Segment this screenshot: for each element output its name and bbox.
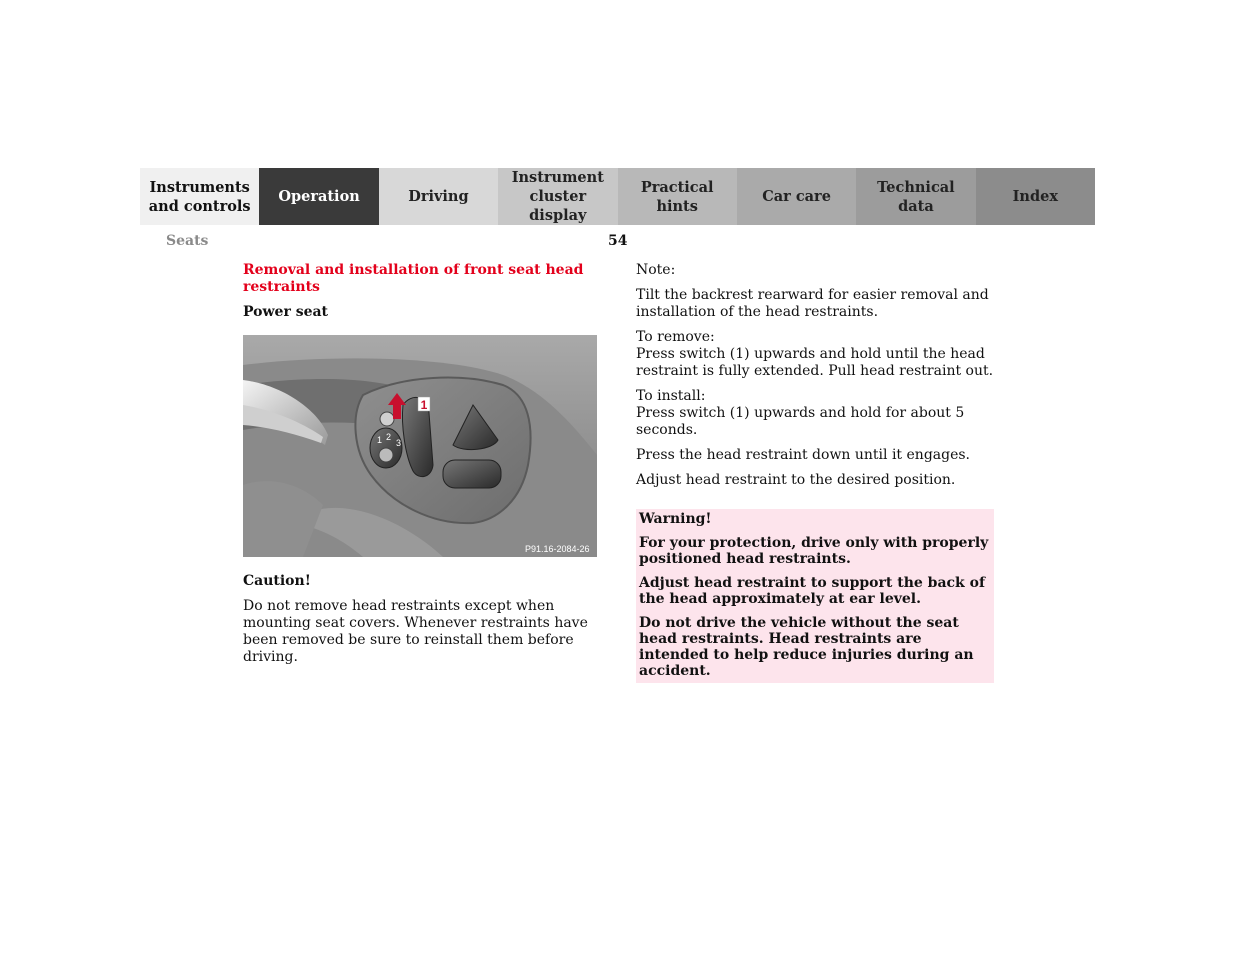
tab-index[interactable]: Index	[976, 168, 1095, 225]
note-text: Tilt the backrest rearward for easier removal and installation of the head restraints.	[636, 287, 989, 320]
tab-driving[interactable]: Driving	[379, 168, 498, 225]
switch-number-2: 2	[386, 432, 392, 442]
chapter-navigation	[140, 168, 1095, 225]
switch-number-1: 1	[377, 435, 383, 445]
tab-operation[interactable]: Operation	[259, 168, 378, 225]
install-text: Press switch (1) upwards and hold for about 5 seconds.	[636, 405, 965, 438]
page-number: 54	[608, 233, 628, 249]
press-text: Press the head restraint down until it engages.	[636, 447, 971, 463]
right-column	[636, 262, 994, 683]
subheading: Power seat	[243, 304, 329, 320]
warning-line: Adjust head restraint to support the back of the head approximately at ear level.	[639, 575, 985, 607]
remove-label: To remove:	[636, 329, 715, 345]
remove-text: Press switch (1) upwards and hold until the head restraint is fully extended. Pull head restraint out.	[636, 346, 994, 379]
caution-text: Do not remove head restraints except when mounting seat covers. Whenever restraints have been removed be sure to reinstall them before driving.	[243, 598, 588, 665]
figure-callout-1: 1	[420, 398, 428, 412]
note-label: Note:	[636, 262, 676, 278]
warning-box	[636, 509, 994, 683]
switch-number-3: 3	[396, 438, 402, 448]
adjust-text: Adjust head restraint to the desired position.	[636, 472, 956, 488]
figure-code: P91.16-2084-26	[525, 544, 590, 554]
left-column	[243, 262, 599, 674]
section-title: Seats	[166, 233, 209, 249]
warning-title: Warning!	[639, 511, 712, 527]
warning-line: For your protection, drive only with properly positioned head restraints.	[639, 535, 989, 567]
install-label: To install:	[636, 388, 706, 404]
caution-title: Caution!	[243, 573, 311, 589]
tab-instrument-cluster-display[interactable]: Instrument cluster display	[498, 168, 617, 225]
tab-car-care[interactable]: Car care	[737, 168, 856, 225]
door-panel-seat-switch-figure	[243, 335, 597, 557]
tab-technical-data[interactable]: Technical data	[856, 168, 975, 225]
tab-instruments-and-controls[interactable]: Instruments and controls	[140, 168, 259, 225]
warning-line: Do not drive the vehicle without the seat head restraints. Head restraints are intended to help reduce injuries during an accident.	[639, 615, 974, 679]
tab-practical-hints[interactable]: Practical hints	[618, 168, 737, 225]
section-heading: Removal and installation of front seat head restraints	[243, 262, 584, 295]
